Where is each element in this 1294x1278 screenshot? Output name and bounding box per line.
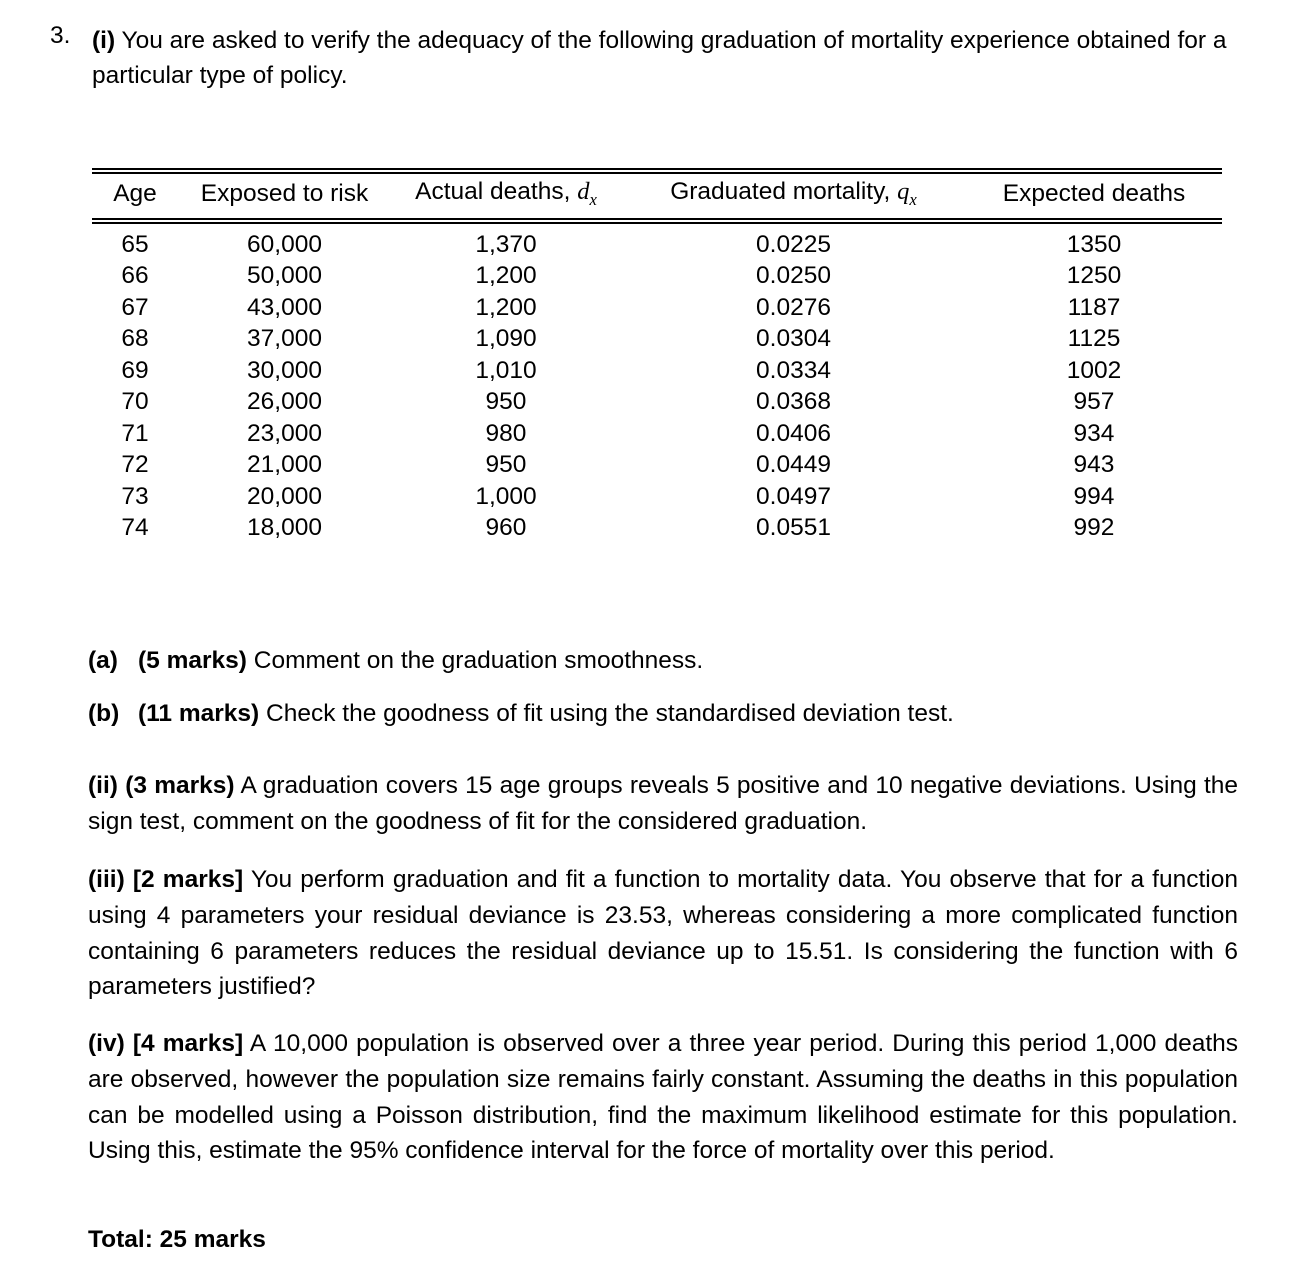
cell-actual-deaths: 1,090 (475, 325, 537, 353)
subpart-b (88, 698, 1238, 730)
col-header-actual-deaths-label: Actual deaths, (415, 178, 571, 205)
subparts-list (88, 645, 1238, 751)
cell-exposed-to-risk: 50,000 (247, 262, 322, 290)
cell-graduated-mortality: 0.0449 (756, 451, 831, 479)
cell-age: 67 (121, 293, 149, 321)
cell-actual-deaths: 950 (485, 388, 527, 416)
subpart-b-text (138, 698, 1238, 730)
total-marks: Total: 25 marks (88, 1226, 266, 1253)
question-stem (50, 24, 1230, 94)
symbol-dx (577, 178, 597, 209)
cell-graduated-mortality: 0.0368 (756, 388, 831, 416)
table-row (92, 481, 1222, 513)
col-header-age: Age (113, 180, 157, 208)
cell-graduated-mortality: 0.0551 (756, 514, 831, 542)
symbol-q-subscript: x (909, 189, 917, 209)
cell-age: 73 (121, 482, 149, 510)
cell-exposed-to-risk: 23,000 (247, 419, 322, 447)
cell-age: 69 (121, 356, 149, 384)
part-ii-label: (ii) (88, 772, 118, 799)
cell-exposed-to-risk: 20,000 (247, 482, 322, 510)
symbol-qx (897, 178, 917, 209)
cell-age: 65 (121, 230, 149, 258)
subpart-a (88, 645, 1238, 677)
subpart-b-body: Check the goodness of fit using the standardised deviation test. (259, 699, 954, 727)
question-stem-text (92, 24, 1230, 94)
cell-exposed-to-risk: 60,000 (247, 230, 322, 258)
cell-expected-deaths: 1250 (1066, 262, 1122, 290)
subpart-a-label: (a) (88, 647, 118, 674)
cell-expected-deaths: 957 (1073, 388, 1115, 416)
symbol-d: d (577, 178, 590, 205)
cell-expected-deaths: 994 (1073, 482, 1115, 510)
cell-graduated-mortality: 0.0304 (756, 325, 831, 353)
table-row (92, 355, 1222, 387)
part-iv-label: (iv) (88, 1030, 125, 1057)
cell-expected-deaths: 992 (1073, 514, 1115, 542)
cell-graduated-mortality: 0.0276 (756, 293, 831, 321)
cell-age: 66 (121, 262, 149, 290)
mortality-table-wrapper (92, 168, 1222, 544)
cell-actual-deaths: 980 (485, 419, 527, 447)
table-row (92, 387, 1222, 419)
part-label-i: (i) (92, 27, 116, 54)
col-header-graduated-mortality (621, 173, 966, 219)
table-row (92, 292, 1222, 324)
cell-exposed-to-risk: 30,000 (247, 356, 322, 384)
part-iii (88, 862, 1238, 1005)
cell-actual-deaths: 1,200 (475, 293, 537, 321)
part-ii-text: A graduation covers 15 age groups reveals 5 positive and 10 negative deviations. Using the sign test, comment on the goodness of fit for the considered graduation. (88, 772, 1239, 835)
cell-actual-deaths: 960 (485, 514, 527, 542)
cell-exposed-to-risk: 37,000 (247, 325, 322, 353)
cell-age: 70 (121, 388, 149, 416)
mortality-table (92, 168, 1222, 544)
cell-expected-deaths: 1187 (1067, 293, 1121, 321)
part-iii-text: You perform graduation and fit a function to mortality data. You observe that for a function using 4 parameters your residual deviance is 23.53, whereas considering a more complicated function containing 6 parameters reduces the residual deviance up to 15.51. Is considering the function with 6 parameters justified? (88, 866, 1238, 1001)
cell-expected-deaths: 1350 (1066, 230, 1122, 258)
cell-age: 71 (121, 419, 149, 447)
table-head (92, 169, 1222, 223)
part-iv-marks: [4 marks] (132, 1030, 244, 1057)
cell-age: 74 (121, 514, 149, 542)
cell-exposed-to-risk: 43,000 (247, 293, 322, 321)
cell-exposed-to-risk: 18,000 (247, 514, 322, 542)
table-row (92, 324, 1222, 356)
cell-expected-deaths: 1125 (1067, 325, 1121, 353)
col-header-expected-deaths: Expected deaths (1002, 180, 1186, 208)
cell-expected-deaths: 943 (1073, 451, 1115, 479)
col-header-graduated-mortality-label: Graduated mortality, (670, 178, 891, 205)
table-body (92, 223, 1222, 545)
part-iii-marks: [2 marks] (132, 866, 244, 893)
table-row (92, 513, 1222, 545)
part-ii (88, 768, 1238, 840)
cell-exposed-to-risk: 26,000 (247, 388, 322, 416)
part-iii-label: (iii) (88, 866, 125, 893)
table-row (92, 450, 1222, 482)
cell-graduated-mortality: 0.0497 (756, 482, 831, 510)
table-row (92, 223, 1222, 261)
part-iv-text: A 10,000 population is observed over a three year period. During this period 1,000 deaths are observed, however the population size remains fairly constant. Assuming the deaths in this population can be modelled using a Poisson distribution, find the maximum likelihood estimate for this population. Using this, estimate the 95% confidence interval for the force of mortality over this period. (88, 1030, 1239, 1165)
cell-expected-deaths: 934 (1073, 419, 1115, 447)
col-header-exposed-to-risk: Exposed to risk (200, 180, 369, 208)
question-number: 3. (50, 22, 71, 49)
cell-actual-deaths: 1,010 (475, 356, 537, 384)
table-row (92, 261, 1222, 293)
subpart-b-label: (b) (88, 699, 120, 727)
symbol-d-subscript: x (589, 189, 597, 209)
subpart-b-marks: (11 marks) (138, 699, 260, 727)
symbol-q: q (897, 178, 910, 205)
cell-actual-deaths: 1,000 (475, 482, 537, 510)
cell-age: 68 (121, 325, 149, 353)
cell-exposed-to-risk: 21,000 (247, 451, 322, 479)
cell-graduated-mortality: 0.0406 (756, 419, 831, 447)
table-row (92, 418, 1222, 450)
part-i-text: You are asked to verify the adequacy of the following graduation of mortality experience obtained for a particular type of policy. (92, 27, 1227, 89)
subpart-a-text (138, 645, 1238, 677)
cell-graduated-mortality: 0.0250 (756, 262, 831, 290)
part-iv (88, 1026, 1238, 1169)
table-header-row (92, 173, 1222, 219)
subpart-a-marks: (5 marks) (138, 647, 247, 674)
cell-age: 72 (121, 451, 149, 479)
cell-graduated-mortality: 0.0334 (756, 356, 831, 384)
subpart-a-body: Comment on the graduation smoothness. (246, 647, 704, 674)
cell-expected-deaths: 1002 (1066, 356, 1122, 384)
cell-actual-deaths: 1,200 (475, 262, 537, 290)
col-header-actual-deaths (391, 173, 621, 219)
cell-actual-deaths: 950 (485, 451, 527, 479)
cell-actual-deaths: 1,370 (475, 230, 537, 258)
part-ii-marks: (3 marks) (125, 772, 235, 799)
cell-graduated-mortality: 0.0225 (756, 230, 831, 258)
